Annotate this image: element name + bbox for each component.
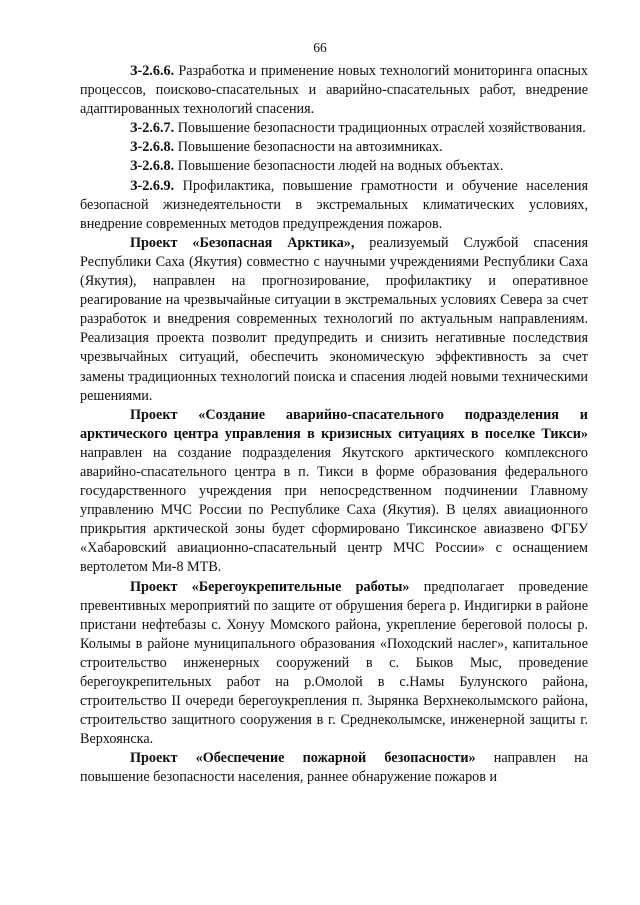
paragraph-lead: З-2.6.8. [130, 158, 175, 175]
paragraph-lead: З-2.6.6. [130, 63, 175, 79]
paragraph-text: Повышение безопасности традиционных отраслей хозяйствования. [174, 120, 586, 137]
paragraph-z-2-6-9 [80, 177, 588, 234]
paragraph-text: направлен на создание подразделения Якутского арктического комплексного аварийно-спасательного центра в п. Тикси в форме образования федерального государственного учреждения при непосредственном подчинении Главному управлению МЧС России по Республике Саха (Якутия). В целях авиационного прикрытия арктической зоны будет сформировано Тиксинское авиазвено ФГБУ «Хабаровский авиационно-спасательный центр МЧС России» с оснащением вертолетом Ми-8 МТВ. [80, 444, 588, 576]
paragraph-lead: Проект «Безопасная Арктика», [130, 234, 355, 251]
paragraph-text: Разработка и применение новых технологий мониторинга опасных процессов, поисково-спасательных и аварийно-спасательных работ, внедрение адаптированных технологий спасения. [80, 63, 588, 118]
paragraph-text: Повышение безопасности на автозимниках. [174, 139, 443, 156]
paragraph-lead: З-2.6.8. [130, 139, 175, 156]
paragraph-project-bank-protection [80, 578, 588, 750]
paragraph-z-2-6-8-water [80, 157, 588, 176]
paragraph-lead: Проект «Берегоукрепительные работы» [130, 578, 410, 595]
paragraph-z-2-6-8-roads [80, 138, 588, 157]
paragraph-lead: З-2.6.9. [130, 177, 175, 194]
paragraph-lead: Проект «Обеспечение пожарной безопасности» [130, 750, 476, 767]
paragraph-project-fire-safety [80, 749, 588, 787]
paragraph-text: Повышение безопасности людей на водных объектах. [174, 158, 504, 175]
paragraph-project-safe-arctic [80, 234, 588, 406]
paragraph-lead: З-2.6.7. [130, 120, 175, 137]
document-body [80, 62, 588, 788]
page-number: 66 [313, 40, 327, 55]
paragraph-lead: Проект «Создание аварийно-спасательного подразделения и арктического центра управления в кризисных ситуациях в поселке Тикси» [80, 406, 588, 442]
paragraph-z-2-6-7 [80, 119, 588, 138]
paragraph-project-tiksi-center [80, 406, 588, 578]
paragraph-text: направлен на повышение безопасности населения, раннее обнаружение пожаров и [80, 750, 588, 786]
paragraph-text: реализуемый Службой спасения Республики Саха (Якутия) совместно с научными учреждениями Республики Саха (Якутия), направлен на прогнозирование, профилактику и оперативное реагирование на чрезвычайные ситуации в экстремальных условиях Севера за счет разработок и внедрения современных технологий по актуальным направлениям. Реализация проекта позволит предупредить и снизить негативные последствия чрезвычайных ситуаций, обеспечить экономическую эффективность за счет замены традиционных технологий поиска и спасения людей новыми техническими решениями. [80, 234, 589, 404]
paragraph-text: предполагает проведение превентивных мероприятий по защите от обрушения берега р. Индигирки в районе пристани нефтебазы с. Хонуу Момского района, укрепление береговой полосы р. Колымы в районе муниципального образования «Походский наслег», капитальное строительство инженерных сооружений в с. Быков Мыс, проведение берегоукрепительных работ на р.Омолой в с.Намы Булунского района, строительство II очереди берегоукрепления п. Зырянка Верхнеколымского района, строительство защитного сооружения в г. Среднеколымске, инженерной защиты г. Верхоянска. [80, 578, 588, 748]
paragraph-z-2-6-6 [80, 62, 588, 119]
paragraph-text: Профилактика, повышение грамотности и обучение населения безопасной жизнедеятельности в экстремальных климатических условиях, внедрение современных методов предупреждения пожаров. [80, 177, 588, 232]
